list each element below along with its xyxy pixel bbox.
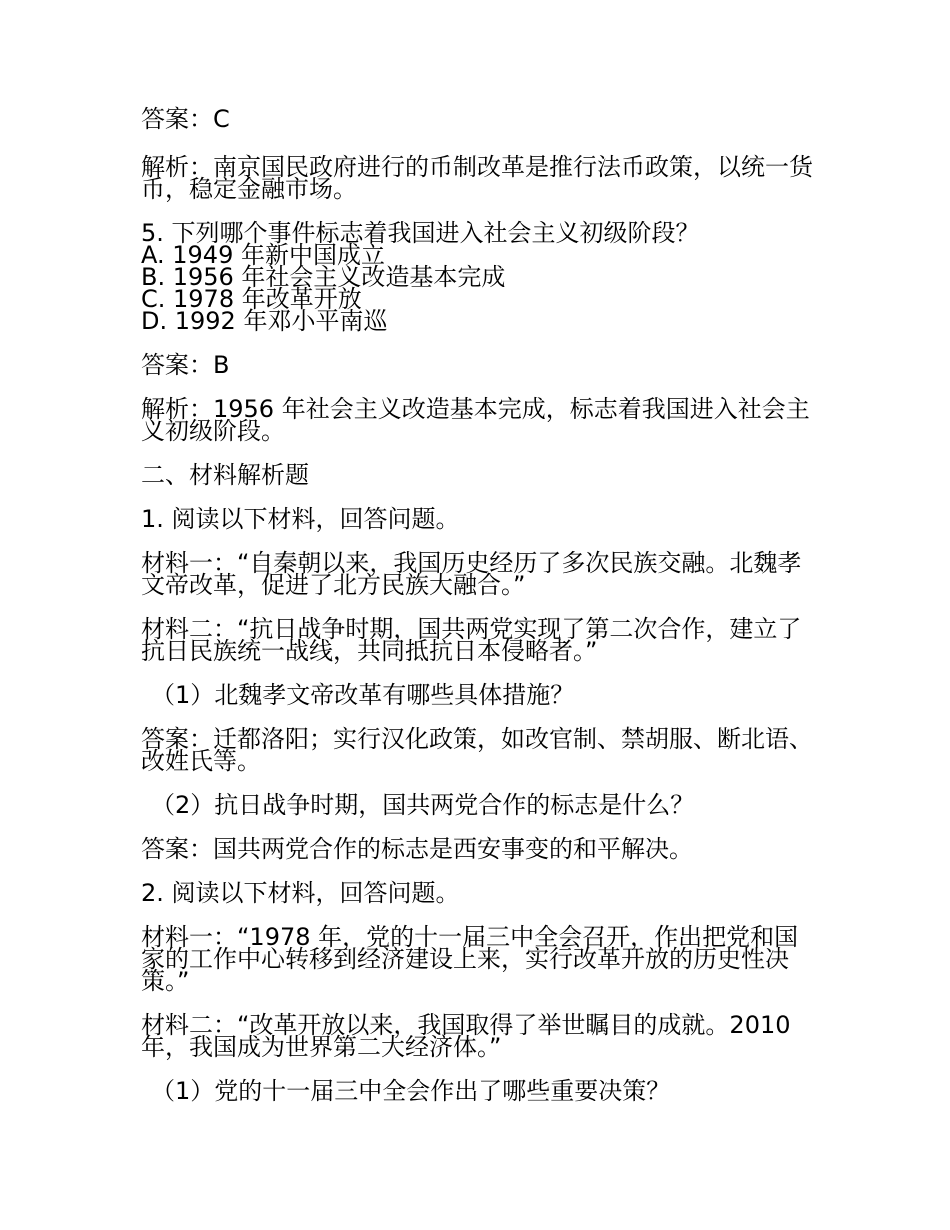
option-b: B. 1956 年社会主义改造基本完成 (141, 263, 506, 291)
material-2: 材料二：“改革开放以来，我国取得了举世瞩目的成就。2010 年，我国成为世界第二大经济体。” (141, 1011, 799, 1061)
answer-line: 答案：C (141, 105, 230, 133)
document-page (141, 104, 813, 1124)
answer-line: 答案：B (141, 351, 230, 379)
sub-question: （1）北魏孝文帝改革有哪些具体措施？ (151, 681, 575, 709)
option-d: D. 1992 年邓小平南巡 (141, 307, 388, 335)
question-5 (141, 219, 813, 335)
answer-paragraph: 答案：迁都洛阳；实行汉化政策，如改官制、禁胡服、断北语、改姓氏等。 (141, 725, 813, 775)
analysis-paragraph: 解析：1956 年社会主义改造基本完成，标志着我国进入社会主义初级阶段。 (141, 395, 810, 445)
material-2: 材料二：“抗日战争时期，国共两党实现了第二次合作，建立了抗日民族统一战线，共同抵抗日本侵略者。” (141, 615, 802, 665)
section-heading: 二、材料解析题 (141, 461, 309, 489)
option-c: C. 1978 年改革开放 (141, 285, 362, 313)
option-a: A. 1949 年新中国成立 (141, 241, 385, 269)
question-2-text: 2. 阅读以下材料，回答问题。 (141, 879, 460, 907)
question-text: 5. 下列哪个事件标志着我国进入社会主义初级阶段？ (141, 219, 700, 247)
material-1: 材料一：“1978 年，党的十一届三中全会召开，作出把党和国家的工作中心转移到经济建设上来，实行改革开放的历史性决策。” (141, 923, 799, 995)
answer-paragraph: 答案：国共两党合作的标志是西安事变的和平解决。 (141, 835, 693, 863)
analysis-paragraph: 解析：南京国民政府进行的币制改革是推行法币政策，以统一货币，稳定金融市场。 (141, 153, 813, 203)
material-1: 材料一：“自秦朝以来，我国历史经历了多次民族交融。北魏孝文帝改革，促进了北方民族大融合。” (141, 549, 802, 599)
sub-question: （1）党的十一届三中全会作出了哪些重要决策？ (151, 1077, 671, 1105)
sub-question: （2）抗日战争时期，国共两党合作的标志是什么？ (151, 791, 695, 819)
question-1-text: 1. 阅读以下材料，回答问题。 (141, 505, 460, 533)
